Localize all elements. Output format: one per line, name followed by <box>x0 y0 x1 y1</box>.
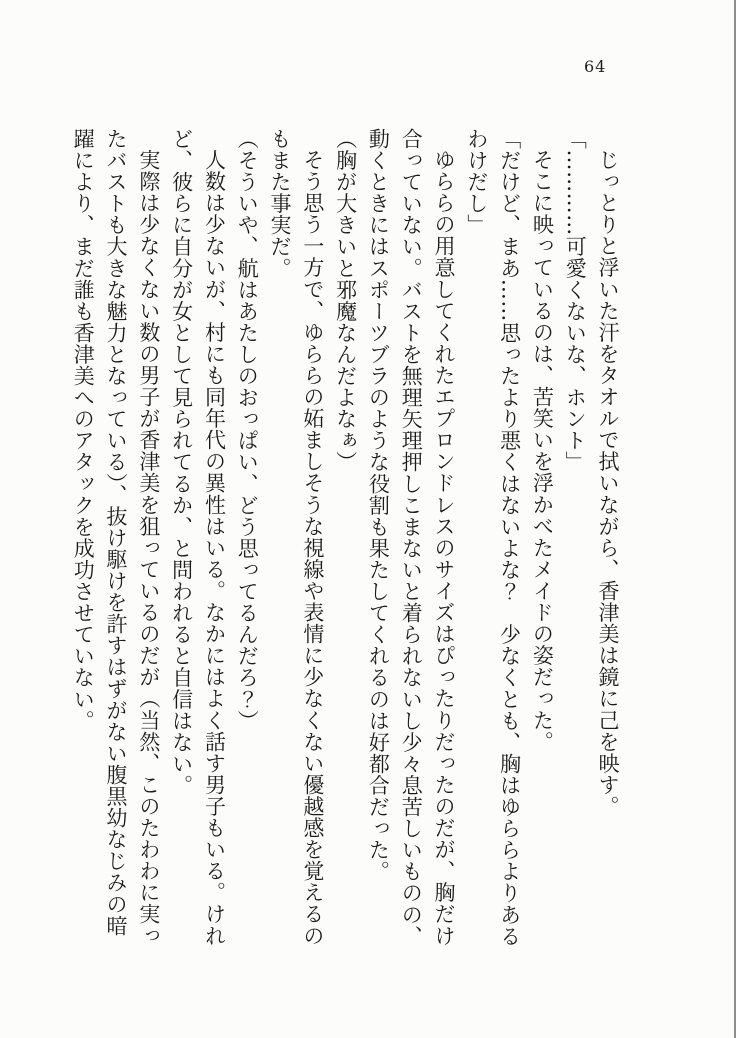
text-line: 躍により、まだ誰も香津美へのアタックを成功させていない。 <box>71 128 96 732</box>
text-line: じっとりと浮いた汗をタオルで拭いながら、香津美は鏡に己を映す。 <box>596 149 620 818</box>
text-line: （胸が大きいと邪魔なんだよなぁ） <box>333 128 358 473</box>
text-line: 動くときにはスポーツブラのような役割も果たしてくれるのは好都合だった。 <box>366 128 391 883</box>
text-line: 「だけど、まあ……思ったより悪くはないよな？ 少なくとも、胸はゆららよりある <box>497 128 522 947</box>
text-line: たバストも大きな魅力となっている）、抜け駆けを許すはずがない腹黒幼なじみの暗 <box>104 128 129 937</box>
page-number: 64 <box>584 57 607 76</box>
text-line: もまた事実だ。 <box>268 128 293 279</box>
text-line: 実際は少なくない数の男子が香津美を狙っているのだが（当然、このたわわに実っ <box>136 149 161 947</box>
text-line: 「…………可愛くないな、ホント」 <box>563 128 588 473</box>
text-line: わけだし」 <box>464 128 489 236</box>
text-line: ゆららの用意してくれたエプロンドレスのサイズはぴったりだったのだが、胸だけ <box>432 149 457 947</box>
text-line: 合っていない。バストを無理矢理押しこまないと着られないし少々息苦しいものの、 <box>399 128 424 947</box>
text-block <box>66 128 624 964</box>
text-line: そう思う一方で、ゆららの妬ましそうな視線や表情に少なくない優越感を覚えるの <box>300 149 325 947</box>
text-line: 人数は少ないが、村にも同年代の異性はいる。なかにはよく話す男子もいる。けれ <box>202 149 227 947</box>
text-line: （そういや、航はあたしのおっぱい、どう思ってるんだろ？） <box>235 128 260 732</box>
text-line: ど、彼らに自分が女として見られてるか、と問われると自信はない。 <box>169 128 194 797</box>
text-line: そこに映っているのは、苦笑いを浮かべたメイドの姿だった。 <box>530 149 555 753</box>
